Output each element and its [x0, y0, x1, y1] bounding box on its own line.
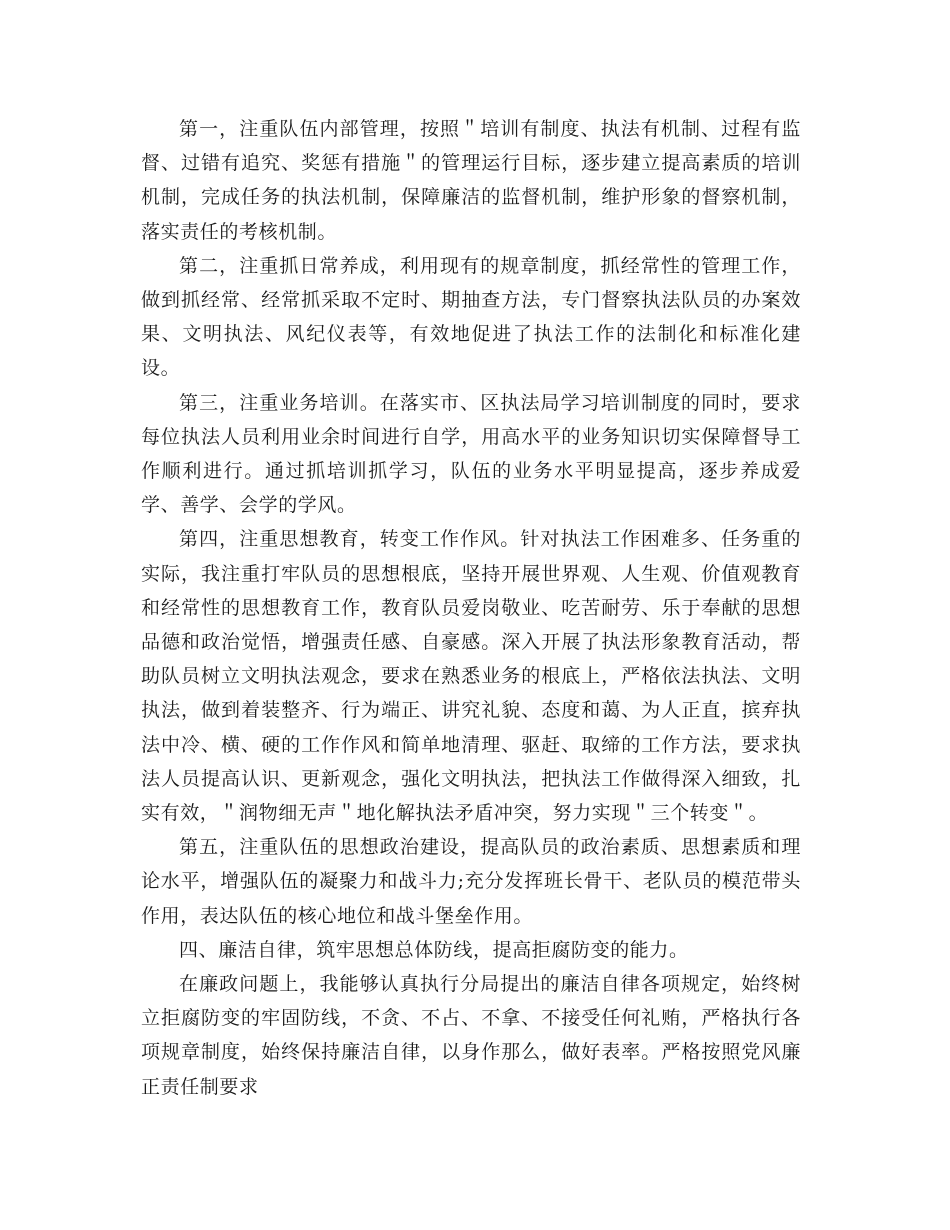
paragraph-6: 在廉政问题上，我能够认真执行分局提出的廉洁自律各项规定，始终树立拒腐防变的牢固防线，不贪、不占、不拿、不接受任何礼贿，严格执行各项规章制度，始终保持廉洁自律，以身作那么，做好表率。严格按照党风廉正责任制要求 — [141, 973, 801, 1098]
paragraph-4: 第四，注重思想教育，转变工作作风。针对执法工作困难多、任务重的实际，我注重打牢队员的思想根底，坚持开展世界观、人生观、价值观教育和经常性的思想教育工作，教育队员爱岗敬业、吃苦耐劳、乐于奉献的思想品德和政治觉悟，增强责任感、自豪感。深入开展了执法形象教育活动，帮助队员树立文明执法观念，要求在熟悉业务的根底上，严格依法执法、文明执法，做到着装整齐、行为端正、讲究礼貌、态度和蔼、为人正直，摈弃执法中冷、横、硬的工作作风和简单地清理、驱赶、取缔的工作方法，要求执法人员提高认识、更新观念，强化文明执法，把执法工作做得深入细致，扎实有效，＂润物细无声＂地化解执法矛盾冲突，努力实现＂三个转变＂。 — [141, 528, 801, 825]
document-body — [141, 112, 801, 1104]
paragraph-1: 第一，注重队伍内部管理，按照＂培训有制度、执法有机制、过程有监督、过错有追究、奖惩有措施＂的管理运行目标，逐步建立提高素质的培训机制，完成任务的执法机制，保障廉洁的监督机制，维护形象的督察机制，落实责任的考核机制。 — [141, 118, 801, 243]
section-heading-4: 四、廉洁自律，筑牢思想总体防线，提高拒腐防变的能力。 — [179, 938, 689, 961]
paragraph-5: 第五，注重队伍的思想政治建设，提高队员的政治素质、思想素质和理论水平，增强队伍的凝聚力和战斗力;充分发挥班长骨干、老队员的模范带头作用，表达队伍的核心地位和战斗堡垒作用。 — [141, 836, 801, 927]
paragraph-3: 第三，注重业务培训。在落实市、区执法局学习培训制度的同时，要求每位执法人员利用业余时间进行自学，用高水平的业务知识切实保障督导工作顺利进行。通过抓培训抓学习，队伍的业务水平明显提高，逐步养成爱学、善学、会学的学风。 — [141, 391, 801, 517]
paragraph-2: 第二，注重抓日常养成，利用现有的规章制度，抓经常性的管理工作，做到抓经常、经常抓采取不定时、期抽查方法，专门督察执法队员的办案效果、文明执法、风纪仪表等，有效地促进了执法工作的法制化和标准化建设。 — [141, 254, 801, 380]
